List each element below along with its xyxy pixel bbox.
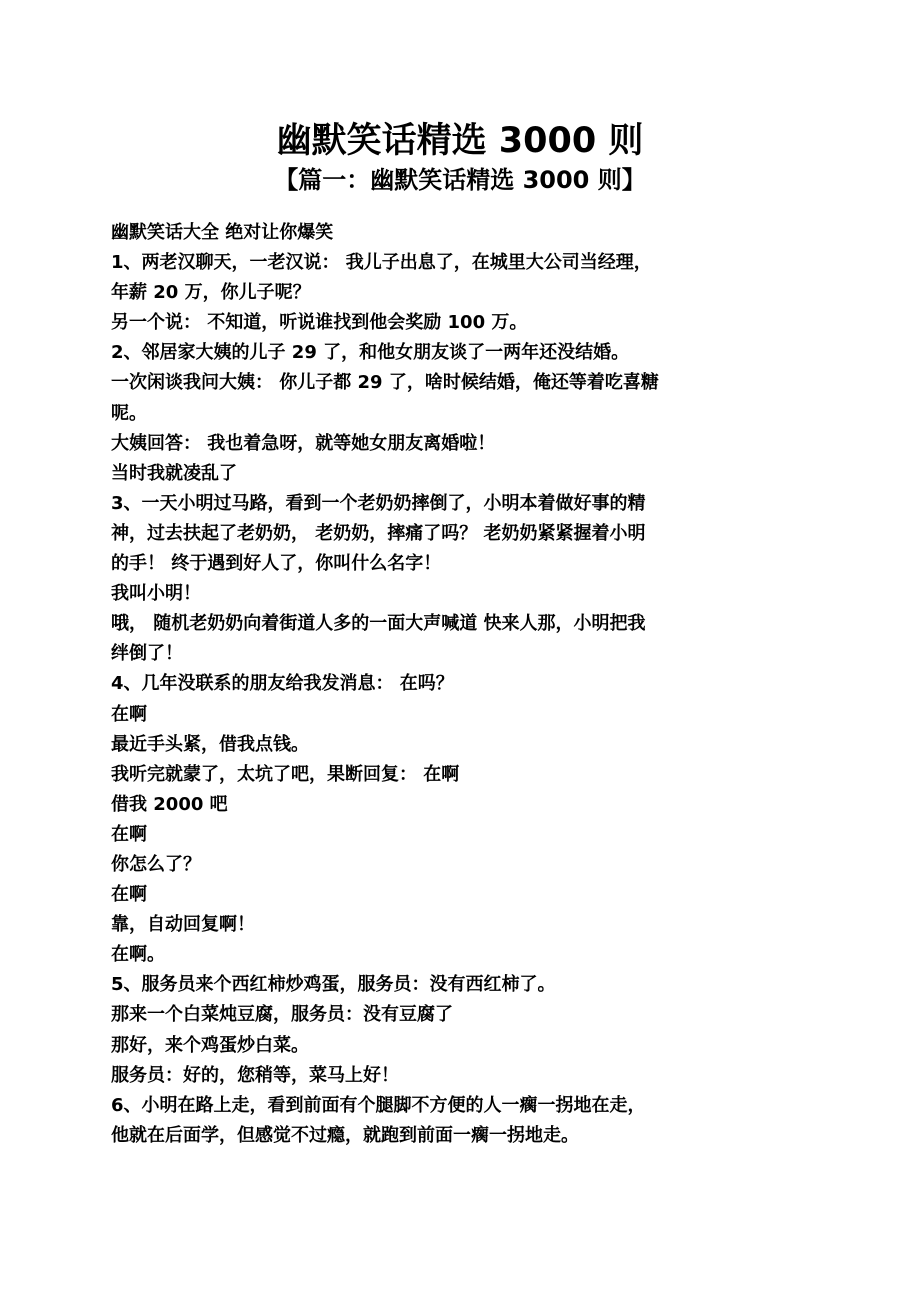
text-line: 幽默笑话大全 绝对让你爆笑 bbox=[111, 222, 334, 243]
text-line: 借我 2000 吧 bbox=[111, 793, 228, 815]
text-line: 服务员：好的，您稍等，菜马上好！ bbox=[111, 1064, 399, 1086]
document-body bbox=[111, 218, 801, 1151]
document-title: 幽默笑话精选 3000 则 bbox=[276, 121, 644, 161]
text-line: 3、一天小明过马路，看到一个老奶奶摔倒了，小明本着做好事的精 bbox=[111, 492, 646, 514]
text-line: 4、几年没联系的朋友给我发消息： 在吗？ bbox=[111, 673, 454, 695]
document-subtitle: 【篇一：幽默笑话精选 3000 则】 bbox=[274, 166, 646, 194]
text-line: 在啊。 bbox=[111, 944, 165, 966]
text-line: 年薪 20 万，你儿子呢？ bbox=[111, 282, 311, 304]
text-line: 当时我就凌乱了 bbox=[111, 462, 237, 484]
text-line: 大姨回答： 我也着急呀，就等她女朋友离婚啦！ bbox=[111, 432, 496, 454]
text-line: 哦， 随机老奶奶向着街道人多的一面大声喊道 快来人那，小明把我 bbox=[111, 613, 646, 635]
text-line: 那好，来个鸡蛋炒白菜。 bbox=[111, 1034, 309, 1056]
text-line: 在啊 bbox=[111, 703, 147, 725]
text-line: 6、小明在路上走，看到前面有个腿脚不方便的人一瘸一拐地在走， bbox=[111, 1094, 646, 1116]
text-line: 你怎么了？ bbox=[111, 853, 201, 875]
text-line: 在啊 bbox=[111, 884, 147, 906]
text-line: 靠，自动回复啊！ bbox=[111, 914, 255, 936]
text-line: 绊倒了！ bbox=[111, 643, 183, 665]
text-line: 2、邻居家大姨的儿子 29 了，和他女朋友谈了一两年还没结婚。 bbox=[111, 342, 630, 364]
text-line: 1、两老汉聊天，一老汉说： 我儿子出息了，在城里大公司当经理， bbox=[111, 252, 652, 274]
text-line: 的手！ 终于遇到好人了，你叫什么名字！ bbox=[111, 553, 442, 575]
text-line: 一次闲谈我问大姨： 你儿子都 29 了，啥时候结婚，俺还等着吃喜糖 bbox=[111, 372, 659, 394]
text-line: 他就在后面学，但感觉不过瘾，就跑到前面一瘸一拐地走。 bbox=[111, 1124, 579, 1146]
text-line: 另一个说： 不知道，听说谁找到他会奖励 100 万。 bbox=[111, 312, 528, 334]
text-line: 5、服务员来个西红柿炒鸡蛋，服务员：没有西红柿了。 bbox=[111, 974, 556, 996]
text-line: 最近手头紧，借我点钱。 bbox=[111, 733, 309, 755]
text-line: 我叫小明！ bbox=[111, 583, 201, 605]
text-line: 在啊 bbox=[111, 823, 147, 845]
text-line: 呢。 bbox=[111, 402, 147, 424]
text-line: 那来一个白菜炖豆腐，服务员：没有豆腐了 bbox=[111, 1004, 453, 1026]
text-line: 我听完就蒙了，太坑了吧，果断回复： 在啊 bbox=[111, 763, 460, 785]
text-line: 神，过去扶起了老奶奶， 老奶奶，摔痛了吗？ 老奶奶紧紧握着小明 bbox=[111, 522, 646, 544]
